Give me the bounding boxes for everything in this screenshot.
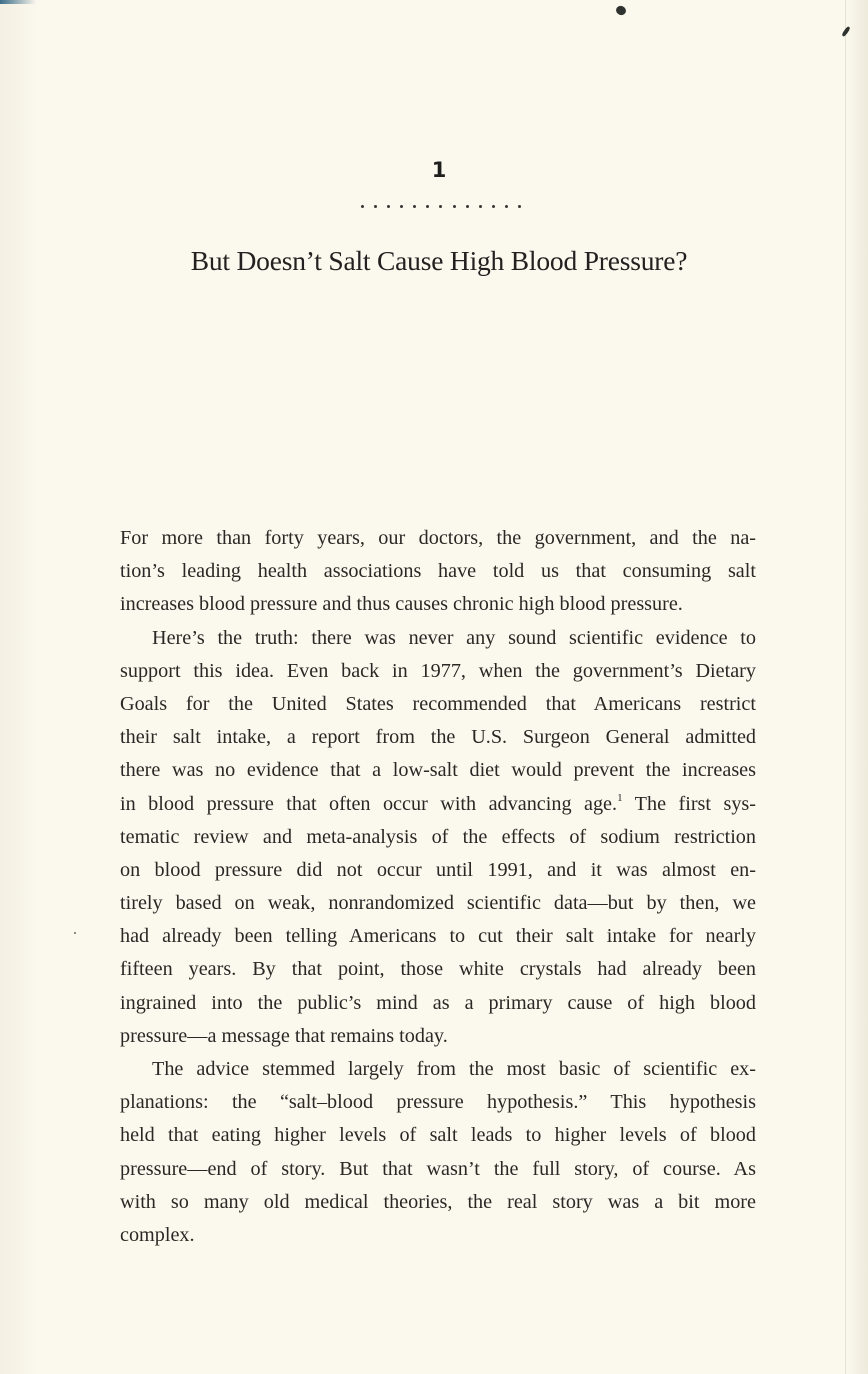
text-line: increases blood pressure and thus causes chronic high blood pressure.: [120, 593, 683, 616]
scan-speck: [841, 26, 851, 37]
text-line: with so many old medical theories, the real story was a bit more: [120, 1190, 756, 1213]
chapter-separator-dots: [361, 205, 521, 208]
separator-dot: [387, 205, 390, 208]
text-line: pressure—a message that remains today.: [120, 1024, 448, 1047]
text-line: there was no evidence that a low-salt diet would prevent the increases: [120, 759, 756, 782]
separator-dot: [518, 205, 521, 208]
text-line: had already been telling Americans to cut their salt intake for nearly: [120, 925, 756, 948]
text-line: ingrained into the public’s mind as a primary cause of high blood: [120, 991, 756, 1014]
text-line: Here’s the truth: there was never any sound scientific evidence to: [152, 626, 756, 649]
separator-dot: [439, 205, 442, 208]
separator-dot: [400, 205, 403, 208]
separator-dot: [413, 205, 416, 208]
paragraph: [120, 1053, 756, 1252]
text-line: fifteen years. By that point, those white crystals had already been: [120, 958, 756, 981]
text-line: tirely based on weak, nonrandomized scientific data—but by then, we: [120, 892, 756, 915]
text-line: support this idea. Even back in 1977, when the government’s Dietary: [120, 659, 756, 682]
separator-dot: [374, 205, 377, 208]
separator-dot: [426, 205, 429, 208]
chapter-title: But Doesn’t Salt Cause High Blood Pressure?: [190, 245, 688, 276]
body-text: [120, 522, 756, 1252]
separator-dot: [505, 205, 508, 208]
text-line: held that eating higher levels of salt leads to higher levels of blood: [120, 1124, 756, 1147]
text-line: tematic review and meta-analysis of the effects of sodium restriction: [120, 825, 756, 848]
footnote-marker[interactable]: 1: [617, 791, 623, 804]
separator-dot: [361, 205, 364, 208]
separator-dot: [466, 205, 469, 208]
text-line: pressure—end of story. But that wasn’t the full story, of course. As: [120, 1157, 756, 1180]
text-line: tion’s leading health associations have told us that consuming salt: [120, 560, 756, 583]
separator-dot: [453, 205, 456, 208]
chapter-number: 1: [431, 158, 447, 182]
text-line: on blood pressure did not occur until 1991, and it was almost en-: [120, 858, 756, 881]
text-line: planations: the “salt–blood pressure hypothesis.” This hypothesis: [120, 1091, 756, 1114]
page-edge-shadow: [845, 0, 846, 1374]
text-line: their salt intake, a report from the U.S. Surgeon General admitted: [120, 726, 756, 749]
text-segment: in blood pressure that often occur with advancing age.: [120, 792, 618, 815]
separator-dot: [479, 205, 482, 208]
scan-speck: [74, 932, 76, 934]
text-line: For more than forty years, our doctors, the government, and the na-: [120, 527, 756, 549]
text-segment: The first sys-: [634, 792, 756, 815]
paragraph: [120, 622, 756, 1053]
text-line: Goals for the United States recommended that Americans restrict: [120, 692, 756, 715]
scan-edge-tint: [0, 0, 36, 4]
paragraph: [120, 522, 756, 622]
text-line: complex.: [120, 1223, 195, 1246]
scan-speck: [615, 5, 627, 17]
separator-dot: [492, 205, 495, 208]
text-line-with-footnote: [120, 788, 756, 821]
text-line: The advice stemmed largely from the most basic of scientific ex-: [152, 1058, 756, 1080]
